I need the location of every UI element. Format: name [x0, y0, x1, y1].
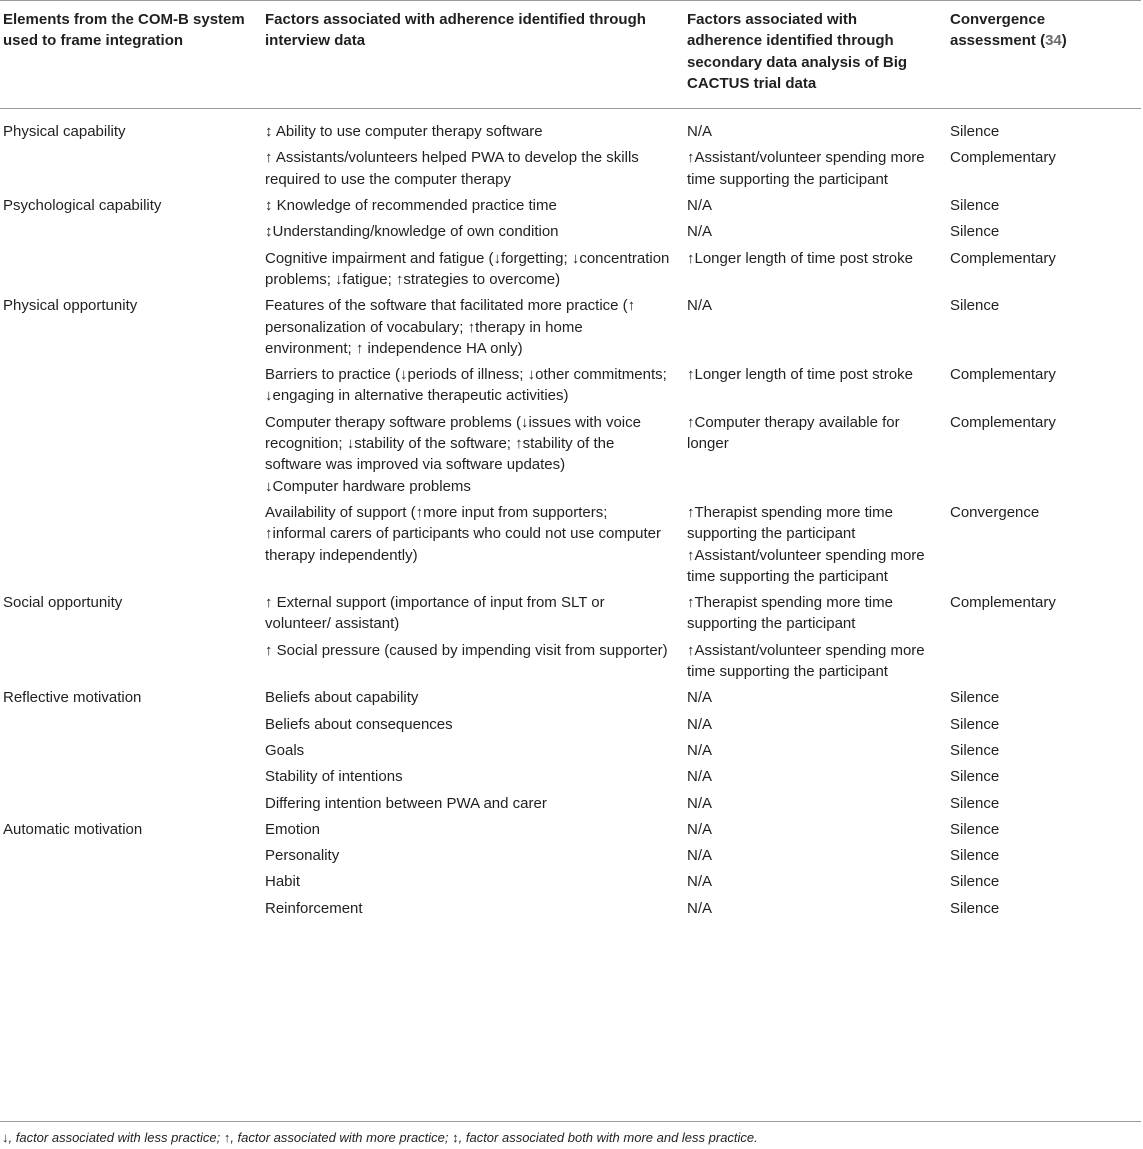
- interview-cell: Differing intention between PWA and carer: [265, 794, 547, 812]
- element-cell: Social opportunity: [3, 594, 123, 612]
- secondary-cell: N/A: [687, 899, 713, 917]
- assessment-cell: Silence: [950, 123, 1000, 141]
- table-row: [0, 766, 1141, 792]
- element-cell: [0, 502, 262, 592]
- secondary-cell: N/A: [687, 794, 713, 812]
- element-cell: [0, 248, 262, 296]
- interview-cell: ↑ External support (importance of input from SLT or volunteer/ assistant): [265, 594, 605, 633]
- assessment-cell: Complementary: [950, 249, 1056, 267]
- interview-text: Computer therapy software problems (↓issues with voice recognition; ↓stability of the software; ↑stability of the software was improved via software updates): [265, 413, 641, 474]
- secondary-cell: ↑Longer length of time post stroke: [687, 249, 913, 267]
- interview-cell: [262, 412, 684, 502]
- assessment-cell: [947, 640, 1141, 688]
- element-cell: Physical capability: [3, 123, 126, 141]
- table-row: [0, 740, 1141, 766]
- table-row: [0, 592, 1141, 640]
- interview-cell: Beliefs about consequences: [265, 715, 453, 733]
- assessment-cell: Silence: [950, 794, 1000, 812]
- secondary-cell: ↑Therapist spending more time supporting the participant: [687, 594, 893, 633]
- element-cell: [0, 740, 262, 766]
- reference-link[interactable]: 34: [1045, 32, 1062, 50]
- assessment-cell: Silence: [950, 847, 1000, 865]
- header-com-b-elements: Elements from the COM-B system used to frame integration: [3, 11, 245, 50]
- table-row: [0, 221, 1141, 247]
- secondary-cell: ↑Assistant/volunteer spending more time supporting the participant: [687, 641, 925, 681]
- assessment-cell: Complementary: [950, 149, 1056, 167]
- interview-cell: ↕ Ability to use computer therapy software: [265, 123, 543, 141]
- table-row: [0, 147, 1141, 195]
- secondary-text: ↑Therapist spending more time supporting the participant: [687, 503, 893, 543]
- interview-cell: Cognitive impairment and fatigue (↓forgetting; ↓concentration problems; ↓fatigue; ↑strategies to overcome): [265, 249, 670, 288]
- interview-cell: Goals: [265, 741, 305, 759]
- assessment-cell: Silence: [950, 197, 1000, 215]
- assessment-cell: Silence: [950, 741, 1000, 759]
- interview-cell: Emotion: [265, 820, 321, 838]
- secondary-cell: N/A: [687, 741, 713, 759]
- element-cell: [0, 766, 262, 792]
- element-cell: [0, 714, 262, 740]
- secondary-text-extra: ↑Assistant/volunteer spending more time supporting the participant: [687, 546, 925, 585]
- header-interview-factors: Factors associated with adherence identified through interview data: [265, 11, 646, 50]
- interview-cell: ↕ Knowledge of recommended practice time: [265, 197, 557, 215]
- com-b-integration-table: [0, 9, 1141, 924]
- element-cell: Physical opportunity: [3, 297, 138, 315]
- secondary-cell: N/A: [687, 297, 713, 315]
- secondary-cell: ↑Longer length of time post stroke: [687, 366, 913, 384]
- interview-text-extra: ↓Computer hardware problems: [265, 477, 471, 495]
- interview-cell: Features of the software that facilitated more practice (↑ personalization of vocabulary; ↑therapy in home environment; ↑ independence HA only): [265, 297, 636, 357]
- table-row: [0, 898, 1141, 924]
- table-row: [0, 871, 1141, 897]
- assessment-cell: Silence: [950, 899, 1000, 917]
- table-bottom-rule: [0, 1121, 1141, 1122]
- assessment-cell: Complementary: [950, 413, 1056, 431]
- element-cell: Reflective motivation: [3, 689, 142, 707]
- table-row: [0, 687, 1141, 713]
- table-row: [0, 640, 1141, 688]
- table-row: [0, 295, 1141, 364]
- interview-cell: Beliefs about capability: [265, 689, 419, 707]
- assessment-cell: Silence: [950, 223, 1000, 241]
- secondary-cell: [684, 502, 947, 592]
- secondary-cell: N/A: [687, 847, 713, 865]
- assessment-cell: Silence: [950, 768, 1000, 786]
- secondary-cell: N/A: [687, 197, 713, 215]
- table-row: [0, 819, 1141, 845]
- interview-cell: Barriers to practice (↓periods of illness; ↓other commitments; ↓engaging in alternative therapeutic activities): [265, 366, 667, 405]
- assessment-cell: Silence: [950, 820, 1000, 838]
- assessment-cell: Complementary: [950, 366, 1056, 384]
- assessment-cell: Silence: [950, 297, 1000, 315]
- assessment-cell: Silence: [950, 689, 1000, 707]
- interview-cell: ↑ Assistants/volunteers helped PWA to develop the skills required to use the computer therapy: [265, 149, 639, 188]
- element-cell: [0, 898, 262, 924]
- table-row: [0, 364, 1141, 412]
- element-cell: [0, 412, 262, 502]
- table-row: [0, 195, 1141, 221]
- interview-cell: Reinforcement: [265, 899, 363, 917]
- secondary-cell: N/A: [687, 689, 713, 707]
- table-row: [0, 412, 1141, 502]
- assessment-cell: Convergence: [950, 503, 1040, 521]
- header-convergence-label: Convergence assessment: [950, 11, 1046, 50]
- interview-cell: ↕Understanding/knowledge of own condition: [265, 223, 559, 241]
- element-cell: [0, 221, 262, 247]
- assessment-cell: Silence: [950, 715, 1000, 733]
- element-cell: [0, 147, 262, 195]
- table-row: [0, 793, 1141, 819]
- assessment-cell: Complementary: [950, 594, 1056, 612]
- table-row: [0, 502, 1141, 592]
- table-top-rule: [0, 0, 1141, 1]
- table-row: [0, 248, 1141, 296]
- secondary-cell: N/A: [687, 223, 713, 241]
- element-cell: [0, 640, 262, 688]
- secondary-cell: N/A: [687, 873, 713, 891]
- interview-cell: Stability of intentions: [265, 768, 403, 786]
- secondary-cell: N/A: [687, 820, 713, 838]
- interview-cell: Habit: [265, 873, 301, 891]
- table-row: [0, 845, 1141, 871]
- header-secondary-factors: Factors associated with adherence identified through secondary data analysis of Big CACTUS trial data: [687, 11, 908, 92]
- secondary-cell: N/A: [687, 123, 713, 141]
- secondary-cell: N/A: [687, 768, 713, 786]
- table-footnote: ↓, factor associated with less practice; ↑, factor associated with more practice; ↕, factor associated both with more and less practice.: [2, 1130, 758, 1145]
- table-row: [0, 714, 1141, 740]
- interview-cell: Personality: [265, 847, 340, 865]
- secondary-cell: ↑Assistant/volunteer spending more time supporting the participant: [687, 149, 925, 188]
- element-cell: [0, 871, 262, 897]
- table-row: [0, 109, 1141, 148]
- element-cell: Psychological capability: [3, 197, 162, 215]
- header-convergence-assessment: Convergence assessment (34): [950, 11, 1067, 50]
- element-cell: Automatic motivation: [3, 820, 143, 838]
- table-header-row: [0, 9, 1141, 109]
- secondary-cell: ↑Computer therapy available for longer: [687, 413, 900, 453]
- element-cell: [0, 364, 262, 412]
- element-cell: [0, 793, 262, 819]
- secondary-cell: N/A: [687, 715, 713, 733]
- assessment-cell: Silence: [950, 873, 1000, 891]
- interview-cell: ↑ Social pressure (caused by impending visit from supporter): [265, 641, 668, 659]
- element-cell: [0, 845, 262, 871]
- interview-cell: Availability of support (↑more input from supporters; ↑informal carers of participants who could not use computer therapy independently): [265, 503, 662, 564]
